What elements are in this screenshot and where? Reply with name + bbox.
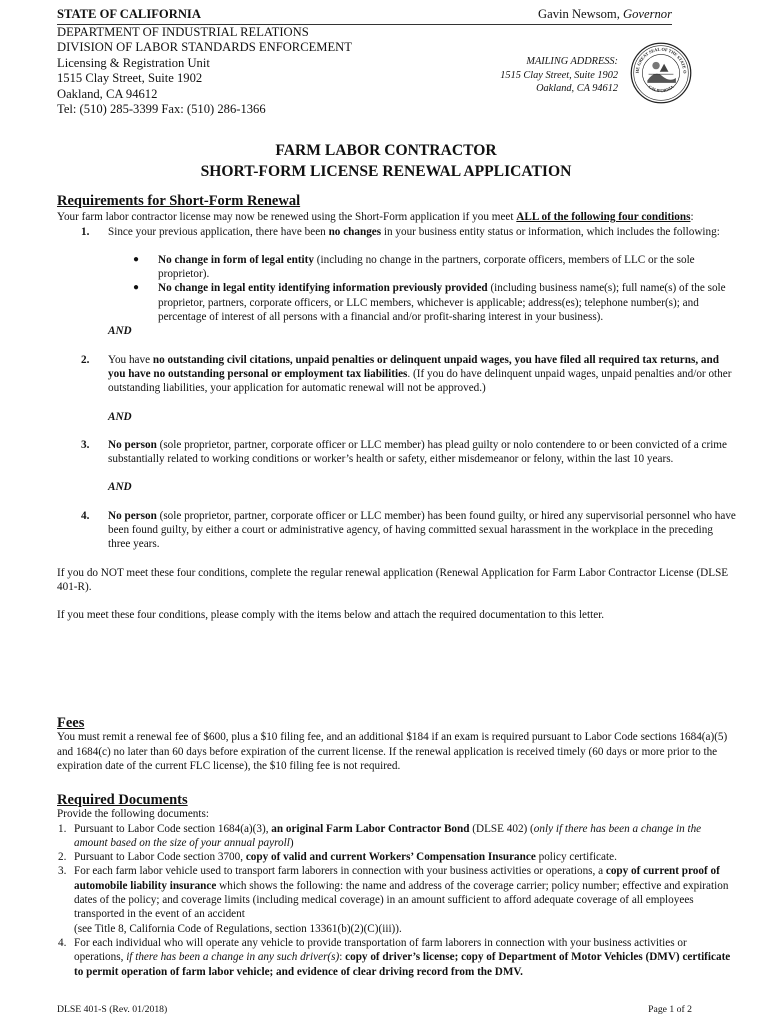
document-2-emphasis: copy of valid and current Workers’ Compensation Insurance [245,851,536,864]
condition-3 [57,438,737,467]
intro-text: Your farm labor contractor license may now be renewed using the Short-Form application if you meet [57,211,517,224]
requirements-section [57,194,737,623]
seal-top-text: HE GREAT SEAL OF THE STATE O [634,46,688,74]
document-4-number: 4. [58,936,67,949]
governor-title: Governor [623,7,672,21]
and-connector: AND [108,410,132,423]
svg-text:CALIFORNIA [647,84,675,94]
document-1-text-a: Pursuant to Labor Code section 1684(a)(3), [74,822,272,835]
title-line-1: FARM LABOR CONTRACTOR [275,142,497,159]
document-4-text-a: For each individual who will operate any vehicle to provide transportation of farm laborers in connection with your business activities or operations, [74,936,687,964]
document-4-colon: : [339,951,346,964]
bullet-1-emphasis: No change in form of legal entity [158,253,314,266]
condition-1-text-a: Since your previous application, there have been [108,225,329,238]
state-name: STATE OF CALIFORNIA [57,7,201,21]
document-1-text-c: ) [289,836,294,849]
condition-2 [57,353,737,396]
governor-line [538,7,672,22]
fees-text: You must remit a renewal fee of $600, plus a $10 filing fee, and an additional $184 if an exam is required pursuant to Labor Code sections 1684(a)(5) and 1684(c) no later than 60 days before expiration of the current license. If the renewal application is received timely (60 days or more prior to the expiration date of the current FLC license), the $10 filing fee is not required. [57,731,728,772]
document-3-number: 3. [58,865,67,878]
bullet-legal-entity [57,253,737,282]
document-3-emphasis: copy of current proof of automobile liability insurance [74,865,720,892]
mailing-address [454,55,618,96]
meet-paragraph: If you meet these four conditions, please comply with the items below and attach the required documentation to this letter. [57,609,605,622]
document-item-2 [57,850,737,864]
condition-3-emphasis: No person [108,438,157,451]
document-item-1 [57,822,737,851]
form-number: DLSE 401-S (Rev. 01/2018) [57,1004,168,1015]
document-1-italic: only if there has been a change in the amount based on the size of your annual payroll [74,822,702,849]
condition-4 [57,509,737,552]
california-seal-icon [630,42,692,104]
bullet-icon: ● [133,253,140,265]
condition-2-emphasis: no outstanding civil citations, unpaid penalties or delinquent unpaid wages, you have filed all required tax returns, and you have no outstanding personal or employment tax liabilities [108,353,719,380]
requirements-intro [57,210,737,224]
fees-heading: Fees [57,715,85,731]
documents-section [57,793,737,979]
condition-2-text-b: . (If you do have delinquent unpaid wages, unpaid penalties and/or other outstanding liabilities, your application for automatic renewal will not be approved.) [108,367,732,395]
condition-1-text-b: in your business entity status or information, which includes the following: [381,225,720,238]
phone-fax: Tel: (510) 285-3399 Fax: (510) 286-1366 [57,102,266,116]
documents-intro: Provide the following documents: [57,808,209,821]
street-address: 1515 Clay Street, Suite 1902 [57,71,203,85]
intro-emphasis: ALL of the following four conditions [516,211,691,224]
bullet-2-emphasis: No change in legal entity identifying information previously provided [158,282,488,295]
document-title [0,140,772,182]
document-2-number: 2. [58,851,67,864]
mailing-street: 1515 Clay Street, Suite 1902 [500,69,618,81]
city-address: Oakland, CA 94612 [57,86,158,101]
and-connector: AND [108,325,132,338]
document-4-emphasis: copy of driver’s license; copy of Department of Motor Vehicles (DMV) certificate to permit operation of farm labor vehicle; and evidence of clear driving record from the DMV. [74,951,731,978]
document-item-4 [57,936,737,979]
document-1-emphasis: an original Farm Labor Contractor Bond [271,822,470,835]
condition-2-number: 2. [81,353,90,366]
division-name: DIVISION OF LABOR STANDARDS ENFORCEMENT [57,40,352,54]
document-3-text-b: which shows the following: the name and address of the coverage carrier; policy number; effective and expiration dates of the policy; and coverage limits (including medical coverage) in an amount sufficient to afford adequate coverage of all employees transported in the event of an accident [74,879,729,921]
bullet-identifying-info [57,281,737,324]
title-line-2: SHORT-FORM LICENSE RENEWAL APPLICATION [200,163,572,180]
document-4-italic: if there has been a change in any such driver(s) [126,951,340,964]
document-3-text-c: (see Title 8, California Code of Regulations, section 13361(b)(2)(C)(iii)). [74,922,402,935]
header-rule [57,24,672,25]
svg-text:THE GREAT SEAL OF THE STATE OF [630,42,687,74]
condition-4-text: (sole proprietor, partner, corporate officer or LLC member) has been found guilty, or hired any supervisorial personnel who have been found guilty, by either a court or administrative agency, of having committed sexual harassment in the workplace in the preceding three years. [108,509,736,551]
document-1-text-b: (DLSE 402) ( [469,822,534,835]
condition-4-number: 4. [81,509,90,522]
bullet-2-text: (including business name(s); full name(s) of the sole proprietor, partners, corporate officers, or LLC members, whichever is applicable; address(es); telephone number(s); and percentage of interest of all persons with a financial and/or profit-sharing interest in your business). [158,282,726,324]
mailing-city: Oakland, CA 94612 [536,83,618,94]
department-name: DEPARTMENT OF INDUSTRIAL RELATIONS [57,24,309,39]
unit-name: Licensing & Registration Unit [57,55,210,70]
condition-2-text-a: You have [108,353,153,366]
not-meet-paragraph: If you do NOT meet these four conditions, complete the regular renewal application (Renewal Application for Farm Labor Contractor License (DLSE 401-R). [57,566,729,593]
condition-3-text: (sole proprietor, partner, corporate officer or LLC member) has plead guilty or nolo contendere to or been convicted of a crime substantially related to working conditions or worker’s health or safety, either misdemeanor or felony, within the last 10 years. [108,438,727,466]
document-3-text-a: For each farm labor vehicle used to transport farm laborers in connection with your business activities or operations, a [74,865,606,878]
document-2-text-b: policy certificate. [535,851,617,864]
document-2-text-a: Pursuant to Labor Code section 3700, [74,851,246,864]
mailing-label: MAILING ADDRESS: [526,56,618,67]
and-connector: AND [108,481,132,494]
condition-1-number: 1. [81,225,90,238]
condition-1-emphasis: no changes [328,225,382,238]
intro-colon: : [690,211,694,224]
bullet-icon: ● [133,282,140,294]
seal-bottom-text: CALIFORNIA [647,84,675,94]
documents-heading: Required Documents [57,792,188,808]
page-number: Page 1 of 2 [648,1004,692,1015]
condition-1 [57,225,737,239]
document-item-3 [57,864,737,935]
fees-section [57,716,737,773]
governor-name: Gavin Newsom, [538,7,620,21]
document-1-number: 1. [58,822,67,835]
requirements-heading: Requirements for Short-Form Renewal [57,193,301,209]
bullet-1-text: (including no change in the partners, corporate officers, members of LLC or the sole proprietor). [158,253,695,281]
condition-4-emphasis: No person [108,509,157,522]
condition-3-number: 3. [81,438,90,451]
